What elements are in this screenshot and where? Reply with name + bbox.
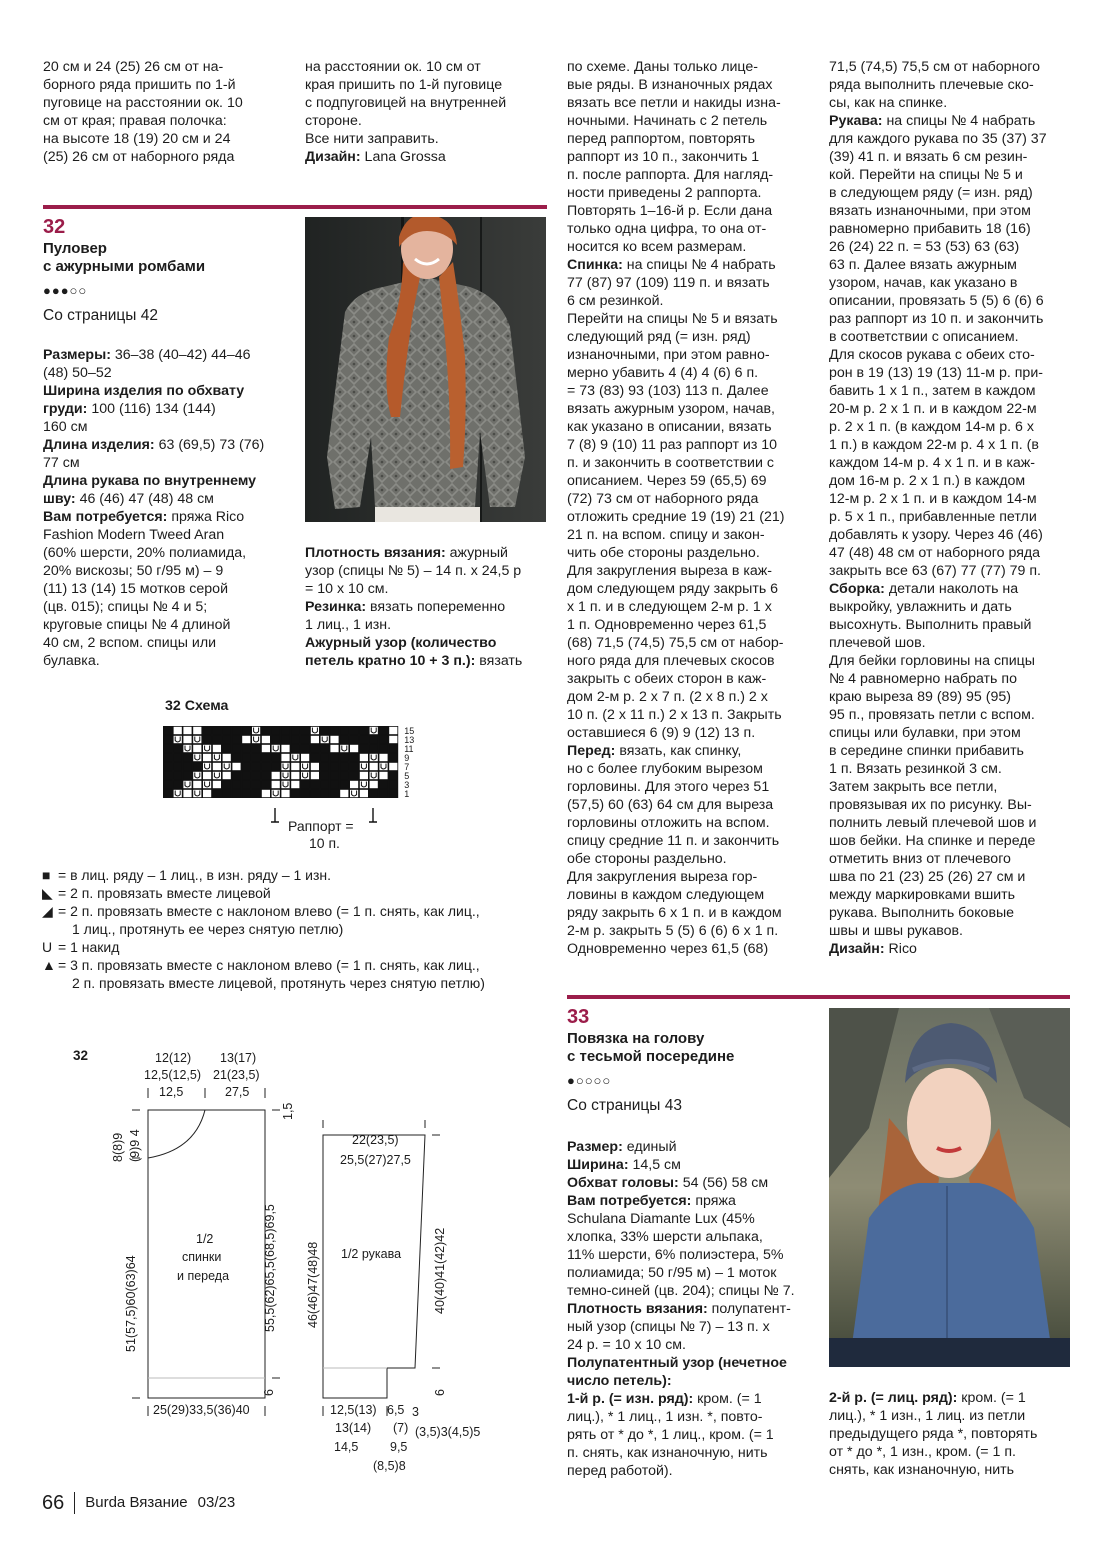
- text-line: Длина изделия: 63 (69,5) 73 (76): [43, 437, 265, 453]
- text-line: закрыть с обеих сторон в каж-: [567, 671, 767, 687]
- text-line: бавить 1 х 1 п., затем в каждом: [829, 383, 1036, 399]
- text-line: описании, провязать 5 (5) 6 (6) 6: [829, 293, 1044, 309]
- section-33-pattern-row2: [829, 1389, 1079, 1479]
- page-footer: [42, 1492, 235, 1514]
- text-line: между маркировками вшить: [829, 887, 1016, 903]
- text-line: высохнуть. Выполнить правый: [829, 617, 1032, 633]
- schematic-label: 9,5: [390, 1440, 408, 1454]
- section-32-title: Пуловер с ажурными ромбами: [43, 240, 206, 275]
- text-line: п. снять, как изнаночную, нить: [567, 1445, 768, 1461]
- text-line: Резинка: вязать попеременно: [305, 599, 506, 615]
- text-line: 95 п., провязать петли с вспом.: [829, 707, 1035, 723]
- legend-item: ◣ = 2 п. провязать вместе лицевой: [42, 885, 271, 901]
- text-line: круговые спицы № 4 длиной: [43, 617, 231, 633]
- text-line: Полупатентный узор (нечетное: [567, 1355, 787, 1371]
- text-line: провязывая их по рисунку. Вы-: [829, 797, 1032, 813]
- section-32-number: 32: [43, 216, 66, 238]
- text-line: борного ряда пришить по 1-й: [43, 77, 236, 93]
- text-line: ловины в каждом следующем: [567, 887, 765, 903]
- text-line: перед раппортом, повторять: [567, 131, 756, 147]
- repeat-label: Раппорт =: [288, 818, 354, 834]
- text-line: ного ряда для плечевых скосов: [567, 653, 775, 669]
- text-line: Schulana Diamante Lux (45%: [567, 1211, 755, 1227]
- neckline-curve: [148, 1110, 205, 1158]
- text-line: края пришить по 1-й пуговице: [305, 77, 503, 93]
- text-line: 1 п. Вязать резинкой 3 см.: [829, 761, 1002, 777]
- text-line: Fashion Modern Tweed Aran: [43, 527, 225, 543]
- chart-title: 32 Схема: [165, 698, 229, 714]
- text-line: раппорт из 10 п., закончить 1: [567, 149, 760, 165]
- page-number: 66: [42, 1492, 65, 1514]
- text-line: кой. Перейти на спицы № 5 и: [829, 167, 1023, 183]
- section-33-title: Повязка на голову с тесьмой посередине: [567, 1030, 735, 1065]
- text-line: дом следующем ряду закрыть 6: [567, 581, 779, 597]
- text-line: узор (спицы № 5) – 14 п. х 24,5 р: [305, 563, 522, 579]
- text-line: 1 п. Одновременно через 61,5: [567, 617, 767, 633]
- text-line: равномерно прибавить 18 (16): [829, 221, 1031, 237]
- legend-item: ◢ = 2 п. провязать вместе с наклоном влево (= 1 п. снять, как лиц.,: [42, 903, 480, 919]
- text-line: (цв. 015); спицы № 4 и 5;: [43, 599, 208, 615]
- text-line: груди: 100 (116) 134 (144): [43, 401, 216, 417]
- text-line: горловины. Для этого через 51: [567, 779, 770, 795]
- text-line: Дизайн: Lana Grossa: [305, 149, 446, 165]
- text-line: Вам потребуется: пряжа: [567, 1193, 736, 1209]
- schematic-label: 22(23,5): [352, 1133, 399, 1147]
- schematic-label: 25(29)33,5(36)40: [153, 1403, 250, 1417]
- text-line: 6 см резинкой.: [567, 293, 664, 309]
- text-line: 20 см и 24 (25) 26 см от на-: [43, 59, 224, 75]
- schematic-label: 1,5: [281, 1102, 295, 1120]
- text-line: от * до *, 1 изн., кром. (= 1 п.: [829, 1444, 1016, 1460]
- difficulty-rating-32: ●●●○○: [43, 283, 88, 298]
- schematic-label: 6: [433, 1389, 447, 1396]
- text-line: 24 р. = 10 х 10 см.: [567, 1337, 686, 1353]
- text-line: булавка.: [43, 653, 100, 669]
- text-line: ночными. Начинать с 2 петель: [567, 113, 768, 129]
- text-line: чить обе стороны раздельно.: [567, 545, 760, 561]
- text-line: ный узор (спицы № 7) – 13 п. х: [567, 1319, 770, 1335]
- schematic-label: (9)9 4: [128, 1129, 142, 1162]
- text-line: краю выреза 89 (89) 95 (95): [829, 689, 1011, 705]
- text-line: 71,5 (74,5) 75,5 см от наборного: [829, 59, 1041, 75]
- legend-item: 1 лиц., протянуть ее через снятую петлю): [72, 921, 344, 937]
- text-line: (11) 13 (14) 15 мотков серой: [43, 581, 228, 597]
- text-line: мерно убавить 4 (4) 4 (6) 6 п.: [567, 365, 759, 381]
- text-line: ности приведены 2 раппорта.: [567, 185, 762, 201]
- chart-row-number: 3: [404, 780, 410, 790]
- text-line: спицу средние 11 п. и закончить: [567, 833, 780, 849]
- legend-item: 2 п. провязать вместе лицевой, протянуть через снятую петлю): [72, 975, 485, 991]
- section-32-rule: [43, 205, 547, 209]
- headband-photo-illustration: [829, 1008, 1070, 1367]
- text-line: (48) 50–52: [43, 365, 112, 381]
- text-line: р. 5 х 1 п., прибавленные петли: [829, 509, 1037, 525]
- text-line: Сборка: детали наколоть на: [829, 581, 1019, 597]
- schematic-label: 1/2 рукава: [341, 1247, 402, 1261]
- text-line: Плотность вязания: ажурный: [305, 545, 508, 561]
- text-line: каждом 14-м р. 4 х 1 п. и в каж-: [829, 455, 1035, 471]
- text-line: вязать изнаночными, при этом: [829, 203, 1031, 219]
- text-line: оставшиеся 6 (9) 9 (12) 13 п.: [567, 725, 756, 741]
- schematic-label: спинки: [182, 1250, 222, 1264]
- text-line: изнаночными, при этом равно-: [567, 347, 770, 363]
- text-line: дом 2-м р. 2 х 7 п. (2 х 8 п.) 2 х: [567, 689, 768, 705]
- text-line: х 1 п. и в следующем 2-м р. 1 х: [567, 599, 772, 615]
- schematic-label: 40(40)41(42)42: [433, 1227, 447, 1314]
- text-line: = 73 (83) 93 (103) 113 п. Далее: [567, 383, 769, 399]
- text-line: полиамида; 50 г/95 м) – 1 моток: [567, 1265, 777, 1281]
- text-line: 160 см: [43, 419, 88, 435]
- schematic-label: (8,5)8: [373, 1459, 406, 1473]
- text-line: 20-м р. 2 х 1 п. и в каждом 22-м: [829, 401, 1037, 417]
- text-line: рять от * до *, 1 лиц., кром. (= 1: [567, 1427, 774, 1443]
- repeat-count: 10 п.: [309, 835, 340, 851]
- chart-legend: [42, 866, 542, 992]
- text-line: рукава. Выполнить боковые: [829, 905, 1015, 921]
- text-line: Ширина изделия по обхвату: [43, 383, 245, 399]
- text-line: Ажурный узор (количество: [305, 635, 497, 651]
- text-line: на высоте 18 (19) 20 см и 24: [43, 131, 231, 147]
- text-line: стороне.: [305, 113, 362, 129]
- text-line: раз раппорт из 10 п. и закончить: [829, 311, 1044, 327]
- text-line: вязать ажурным узором, начав,: [567, 401, 775, 417]
- issue-number: 03/23: [197, 1494, 236, 1511]
- text-line: Размер: единый: [567, 1139, 677, 1155]
- text-line: Длина рукава по внутреннему: [43, 473, 257, 489]
- text-line: только одна цифра, то она от-: [567, 221, 767, 237]
- chart-row-numbers: [404, 726, 414, 799]
- col4-instructions: [829, 58, 1079, 958]
- chart-grid: [163, 726, 398, 798]
- sleeve-outline: [323, 1135, 425, 1398]
- from-page-32: Со страницы 42: [43, 307, 158, 324]
- schematic-label: 46(46)47(48)48: [306, 1241, 320, 1328]
- text-line: по схеме. Даны только лице-: [567, 59, 759, 75]
- text-line: Для закругления выреза гор-: [567, 869, 758, 885]
- section-33-specs: [567, 1138, 817, 1480]
- text-line: Ширина: 14,5 см: [567, 1157, 681, 1173]
- text-line: лиц.), * 1 изн., 1 лиц. из петли: [829, 1408, 1026, 1424]
- text-line: узором, начав, как указано в: [829, 275, 1018, 291]
- schematic-label: 12,5(13): [330, 1403, 377, 1417]
- text-line: снять, как изнаночную, нить: [829, 1462, 1015, 1478]
- text-line: спицы или булавки, при этом: [829, 725, 1021, 741]
- schematic-label: 21(23,5): [213, 1068, 260, 1082]
- text-line: швы и швы рукавов.: [829, 923, 963, 939]
- text-line: 12-м р. 2 х 1 п. и в каждом 14-м: [829, 491, 1037, 507]
- text-line: петель кратно 10 + 3 п.): вязать: [305, 653, 523, 669]
- chart-row-number: 7: [404, 762, 410, 772]
- text-line: 20% вискозы; 50 г/95 м) – 9: [43, 563, 224, 579]
- chart-row-number: 13: [404, 735, 415, 745]
- text-line: (25) 26 см от наборного ряда: [43, 149, 235, 165]
- text-line: перед работой).: [567, 1463, 673, 1479]
- knitting-chart-32: [163, 722, 423, 858]
- text-line: в середине спинки прибавить: [829, 743, 1024, 759]
- text-line: 1-й р. (= изн. ряд): кром. (= 1: [567, 1391, 762, 1407]
- text-line: выкройку, увлажнить и дать: [829, 599, 1012, 615]
- text-line: № 4 равномерно набрать по: [829, 671, 1017, 687]
- text-line: закрыть все 63 (67) 77 (77) 79 п.: [829, 563, 1041, 579]
- repeat-end-marker: [369, 808, 377, 822]
- text-line: Обхват головы: 54 (56) 58 см: [567, 1175, 769, 1191]
- schematic-label: 6: [262, 1389, 276, 1396]
- schematic-label: 6,5: [387, 1403, 405, 1417]
- text-line: 77 (87) 97 (109) 119 п. и вязать: [567, 275, 770, 291]
- text-line: Для скосов рукава с обеих сто-: [829, 347, 1035, 363]
- text-line: 10 п. (2 х 11 п.) 2 х 13 п. Закрыть: [567, 707, 782, 723]
- text-line: лиц.), * 1 лиц., 1 изн. *, повто-: [567, 1409, 763, 1425]
- text-line: Дизайн: Rico: [829, 941, 917, 957]
- schematic-label: 12,5: [159, 1085, 184, 1099]
- text-line: отметить вниз от плечевого: [829, 851, 1011, 867]
- text-line: 2-й р. (= лиц. ряд): кром. (= 1: [829, 1390, 1026, 1406]
- text-line: (39) 41 п. и вязать 6 см резин-: [829, 149, 1028, 165]
- section-32-specs: [43, 346, 298, 670]
- sweater-photo-illustration: [305, 217, 546, 522]
- legend-item: ■ = в лиц. ряду – 1 лиц., в изн. ряду – 1 изн.: [42, 867, 332, 883]
- text-line: темно-синей (цв. 204); спицы № 7.: [567, 1283, 795, 1299]
- section-33-number: 33: [567, 1006, 590, 1028]
- pattern-schematic-32: [60, 1040, 500, 1480]
- text-line: ряда выполнить плечевые ско-: [829, 77, 1034, 93]
- col2-top-text: [305, 58, 555, 166]
- text-line: 77 см: [43, 455, 80, 471]
- section-32-gauge-text: [305, 544, 550, 670]
- schematic-label: 14,5: [334, 1440, 359, 1454]
- text-line: как указано в описании, вязать: [567, 419, 772, 435]
- photo-woman-grey-sweater: [305, 217, 546, 522]
- footer-separator: [74, 1492, 75, 1514]
- text-line: Для закругления выреза в каж-: [567, 563, 772, 579]
- text-line: Спинка: на спицы № 4 набрать: [567, 257, 776, 273]
- from-page-33: Со страницы 43: [567, 1097, 682, 1114]
- schematic-label: 3: [412, 1405, 419, 1419]
- repeat-start-marker: [271, 808, 279, 822]
- text-line: отложить средние 19 (19) 21 (21): [567, 509, 785, 525]
- text-line: 47 (48) 48 см от наборного ряда: [829, 545, 1041, 561]
- text-line: Рукава: на спицы № 4 набрать: [829, 113, 1036, 129]
- text-line: Перед: вязать, как спинку,: [567, 743, 742, 759]
- text-line: 21 п. на вспом. спицу и закон-: [567, 527, 765, 543]
- text-line: (57,5) 60 (63) 64 см для выреза: [567, 797, 774, 813]
- text-line: Все нити заправить.: [305, 131, 439, 147]
- text-line: рон в 19 (13) 19 (13) 11-м р. при-: [829, 365, 1043, 381]
- schematic-label: 51(57,5)60(63)64: [124, 1255, 138, 1352]
- text-line: обе стороны раздельно.: [567, 851, 727, 867]
- text-line: полнить левый плечевой шов и: [829, 815, 1037, 831]
- chart-row-number: 11: [404, 744, 414, 754]
- text-line: 63 п. Далее вязать ажурным: [829, 257, 1017, 273]
- text-line: Повторять 1–16-й р. Если дана: [567, 203, 773, 219]
- text-line: Перейти на спицы № 5 и вязать: [567, 311, 778, 327]
- chart-row-number: 5: [404, 771, 410, 781]
- text-line: п. после раппорта. Для нагляд-: [567, 167, 774, 183]
- text-line: (68) 71,5 (74,5) 75,5 см от набор-: [567, 635, 784, 651]
- text-line: шву: 46 (46) 47 (48) 48 см: [43, 491, 214, 507]
- text-line: на расстоянии ок. 10 см от: [305, 59, 481, 75]
- col1-top-text: [43, 58, 293, 166]
- text-line: но с более глубоким вырезом: [567, 761, 763, 777]
- chart-row-number: 9: [404, 753, 410, 763]
- text-line: 40 см, 2 вспом. спицы или: [43, 635, 217, 651]
- magazine-name: Burda Вязание: [85, 1494, 188, 1511]
- section-33-rule: [567, 995, 1070, 999]
- text-line: шва по 21 (23) 25 (26) 27 см и: [829, 869, 1026, 885]
- legend-item: ▲ = 3 п. провязать вместе с наклоном влево (= 1 п. снять, как лиц.,: [42, 957, 480, 973]
- schematic-label: (3,5)3(4,5)5: [415, 1425, 481, 1439]
- text-line: вые ряды. В изнаночных рядах: [567, 77, 773, 93]
- schematic-label: 13(17): [220, 1051, 257, 1065]
- legend-item: U = 1 накид: [42, 939, 120, 955]
- text-line: в следующем ряду (= изн. ряд): [829, 185, 1033, 201]
- text-line: Плотность вязания: полупатент-: [567, 1301, 791, 1317]
- text-line: (60% шерсти, 20% полиамида,: [43, 545, 247, 561]
- text-line: хлопка, 33% шерсти альпака,: [567, 1229, 763, 1245]
- text-line: предыдущего ряда *, повторять: [829, 1426, 1038, 1442]
- text-line: 7 (8) 9 (10) 11 раз раппорт из 10: [567, 437, 778, 453]
- schematic-label: и переда: [177, 1269, 230, 1283]
- schematic-label: 12(12): [155, 1051, 192, 1065]
- text-line: плечевой шов.: [829, 635, 926, 651]
- schematic-label: 27,5: [225, 1085, 250, 1099]
- text-line: дом 16-м р. 2 х 1 п.) в каждом: [829, 473, 1026, 489]
- text-line: с подпуговицей на внутренней: [305, 95, 507, 111]
- text-line: Размеры: 36–38 (40–42) 44–46: [43, 347, 251, 363]
- text-line: см от края; правая полочка:: [43, 113, 227, 129]
- text-line: носится ко всем размерам.: [567, 239, 747, 255]
- text-line: ряду закрыть 6 х 1 п. и в каждом: [567, 905, 782, 921]
- col3-instructions: [567, 58, 817, 958]
- text-line: шов бейки. На спинке и переде: [829, 833, 1036, 849]
- text-line: сы, как на спинке.: [829, 95, 948, 111]
- text-line: 26 (24) 22 п. = 53 (53) 63 (63): [829, 239, 1020, 255]
- schematic-label: 55,5(62)65,5(68,5)69,5: [263, 1204, 277, 1332]
- text-line: Затем закрыть все петли,: [829, 779, 998, 795]
- text-line: п. и закончить в соответствии с: [567, 455, 774, 471]
- text-line: описанием. Через 59 (65,5) 69: [567, 473, 767, 489]
- text-line: Одновременно через 61,5 (68): [567, 941, 769, 957]
- text-line: Для бейки горловины на спицы: [829, 653, 1035, 669]
- schematic-label: (7): [393, 1421, 409, 1435]
- text-line: Вам потребуется: пряжа Rico: [43, 509, 245, 525]
- text-line: (72) 73 см от наборного ряда: [567, 491, 759, 507]
- text-line: 11% шерсти, 6% полиэстера, 5%: [567, 1247, 784, 1263]
- text-line: 2-м р. закрыть 5 (5) 6 (6) 6 х 1 п.: [567, 923, 779, 939]
- text-line: в соответствии с описанием.: [829, 329, 1019, 345]
- text-line: 1 лиц., 1 изн.: [305, 617, 392, 633]
- chart-row-number: 1: [404, 789, 410, 799]
- schematic-label: 32: [73, 1048, 89, 1063]
- photo-woman-headband: [829, 1008, 1070, 1367]
- text-line: р. 2 х 1 п. (в каждом 14-м р. 6 х: [829, 419, 1034, 435]
- text-line: 1 п.) в каждом 22-м р. 4 х 1 п. (в: [829, 437, 1039, 453]
- schematic-label: 12,5(12,5): [144, 1068, 201, 1082]
- text-line: вязать все петли и накиды изна-: [567, 95, 781, 111]
- schematic-label: 8(8)9: [111, 1132, 125, 1162]
- text-line: число петель):: [567, 1373, 672, 1389]
- text-line: для каждого рукава по 35 (37) 37: [829, 131, 1047, 147]
- text-line: = 10 х 10 см.: [305, 581, 389, 597]
- chart-row-number: 15: [404, 726, 415, 736]
- difficulty-rating-33: ●○○○○: [567, 1073, 612, 1088]
- text-line: пуговице на расстоянии ок. 10: [43, 95, 243, 111]
- schematic-label: 1/2: [196, 1232, 214, 1246]
- text-line: добавлять к узору. Через 46 (46): [829, 527, 1043, 543]
- schematic-label: 13(14): [335, 1421, 372, 1435]
- text-line: следующий ряд (= изн. ряд): [567, 329, 751, 345]
- schematic-label: 25,5(27)27,5: [340, 1153, 411, 1167]
- text-line: горловины отложить на вспом.: [567, 815, 770, 831]
